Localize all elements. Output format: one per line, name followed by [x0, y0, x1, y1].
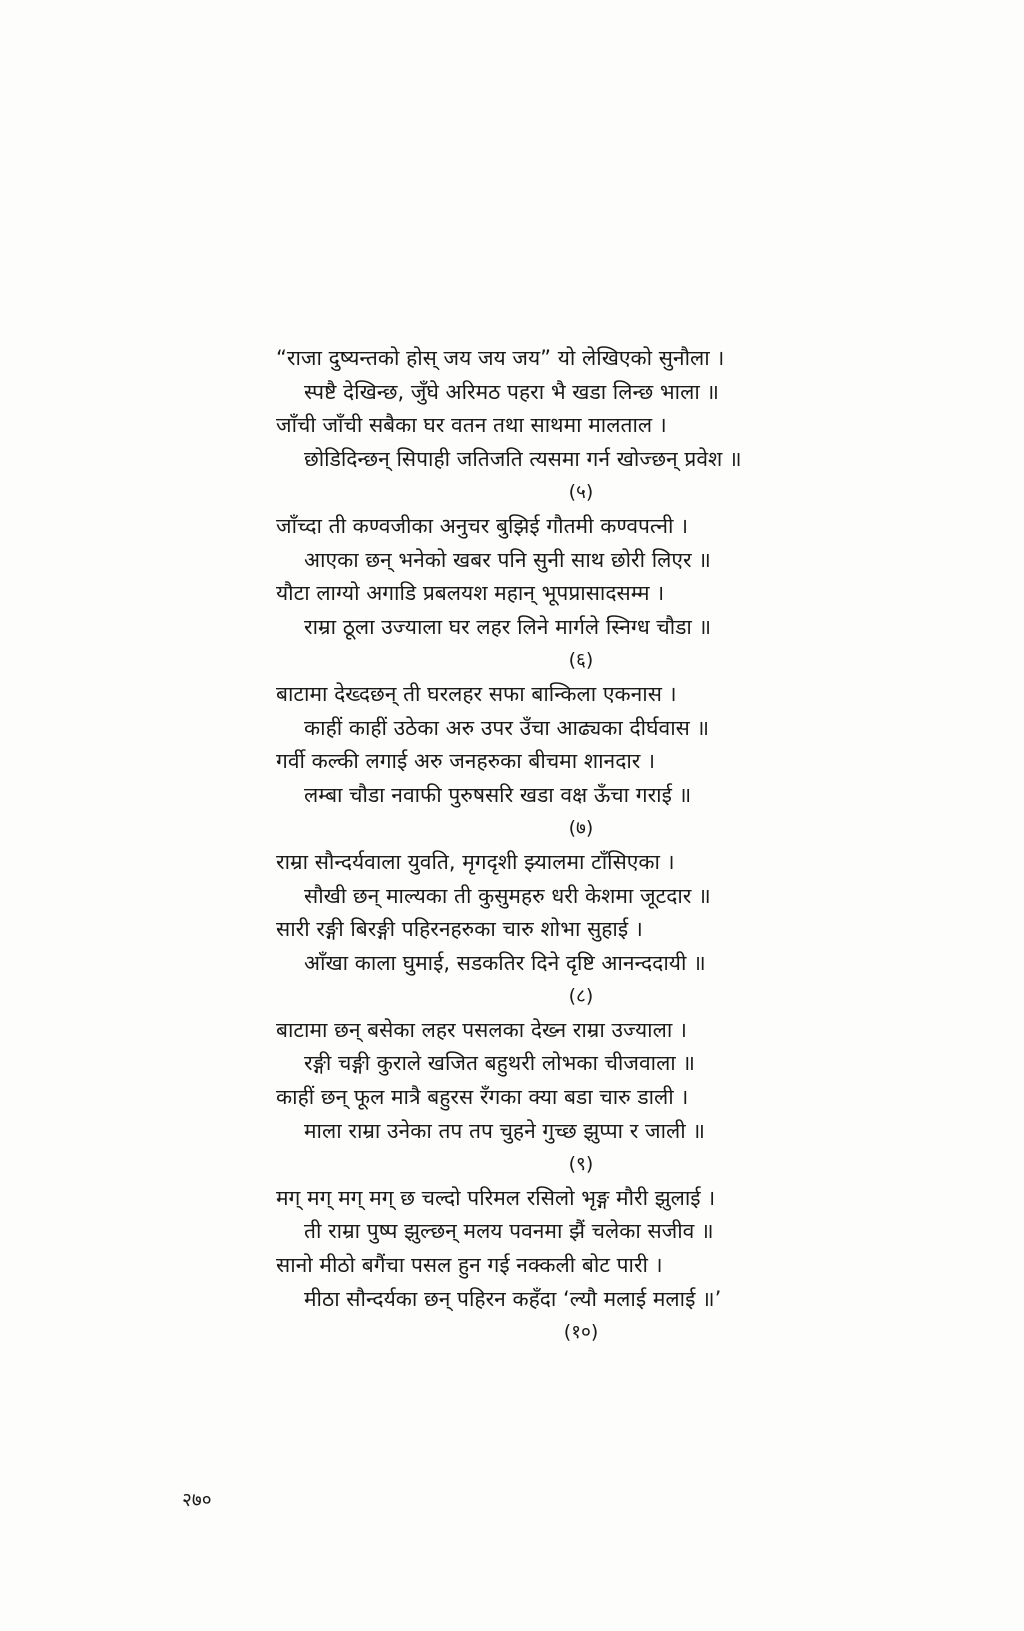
verse-line: मग् मग् मग् मग् छ चल्दो परिमल रसिलो भृङ्ग मौरी झुलाई । [276, 1185, 716, 1210]
verse-line: “राजा दुष्यन्तको होस् जय जय जय” यो लेखिएको सुनौला । [276, 346, 725, 370]
verse-line: माला राम्रा उनेका तप तप चुहने गुच्छ झुप्पा र जाली ॥ [304, 1118, 705, 1143]
verse-line: सानो मीठो बगैंचा पसल हुन गई नक्कली बोट पारी । [276, 1253, 663, 1278]
verse-line: काहीं काहीं उठेका अरु उपर उँचा आढ्यका दीर्घवास ॥ [304, 715, 710, 740]
verse-line: बाटामा देख्दछन् ती घरलहर सफा बान्किला एकनास । [276, 681, 677, 706]
verse-line: राम्रा ठूला उज्याला घर लहर लिने मार्गले स्निग्ध चौडा ॥ [304, 614, 712, 639]
stanza [276, 678, 876, 846]
stanza [276, 846, 876, 1014]
verse-line: काहीं छन् फूल मात्रै बहुरस रँगका क्या बडा चारु डाली । [276, 1085, 689, 1110]
stanza [276, 1182, 876, 1350]
verse-line: जाँची जाँची सबैका घर वतन तथा साथमा मालताल । [276, 413, 667, 438]
verse-line: सौखी छन् माल्यका ती कुसुमहरु धरी केशमा जूटदार ॥ [304, 883, 711, 908]
verse-line: यौटा लाग्यो अगाडि प्रबलयश महान् भूपप्रासादसम्म । [276, 581, 665, 606]
stanza-number: (८) [568, 985, 594, 1008]
stanza-number: (६) [568, 649, 594, 672]
stanza [276, 1014, 876, 1182]
stanza-number: (७) [568, 817, 594, 840]
verse-line: मीठा सौन्दर्यका छन् पहिरन कहँदा ‘ल्यौ मलाई मलाई ॥’ [304, 1286, 722, 1311]
verse-line: बाटामा छन् बसेका लहर पसलका देख्न राम्रा उज्याला । [276, 1017, 687, 1042]
verse-line: आएका छन् भनेको खबर पनि सुनी साथ छोरी लिएर ॥ [304, 547, 711, 572]
verse-line: राम्रा सौन्दर्यवाला युवति, मृगदृशी झ्यालमा टाँसिएका । [276, 849, 675, 874]
stanza [276, 510, 876, 678]
verse-line: लम्बा चौडा नवाफी पुरुषसरि खडा वक्ष ऊँचा गराई ॥ [304, 782, 692, 807]
page-number: २७० [182, 1489, 212, 1511]
stanza-number: (५) [568, 481, 594, 504]
verse-line: जाँच्दा ती कण्वजीका अनुचर बुझिई गौतमी कण्वपत्नी । [276, 513, 689, 538]
verse-line: छोडिदिन्छन् सिपाही जतिजति त्यसमा गर्न खोज्छन् प्रवेश ॥ [304, 446, 742, 471]
stanza-number: (९) [568, 1153, 594, 1176]
verse-line: गर्वी कल्की लगाई अरु जनहरुका बीचमा शानदार । [276, 749, 656, 774]
verse-line: आँखा काला घुमाई, सडकतिर दिने दृष्टि आनन्ददायी ॥ [304, 950, 706, 975]
verse-line: सारी रङ्गी बिरङ्गी पहिरनहरुका चारु शोभा सुहाई । [276, 917, 643, 942]
verse-line: स्पष्टै देखिन्छ, जुँघे अरिमठ पहरा भै खडा लिन्छ भाला ॥ [304, 379, 720, 404]
stanza [276, 342, 876, 510]
stanza-number: (१०) [563, 1321, 599, 1344]
verse-line: रङ्गी चङ्गी कुराले खजित बहुथरी लोभका चीजवाला ॥ [304, 1051, 695, 1076]
verse-line: ती राम्रा पुष्प झुल्छन् मलय पवनमा झैं चलेका सजीव ॥ [304, 1219, 714, 1244]
poem-body [276, 342, 876, 1350]
